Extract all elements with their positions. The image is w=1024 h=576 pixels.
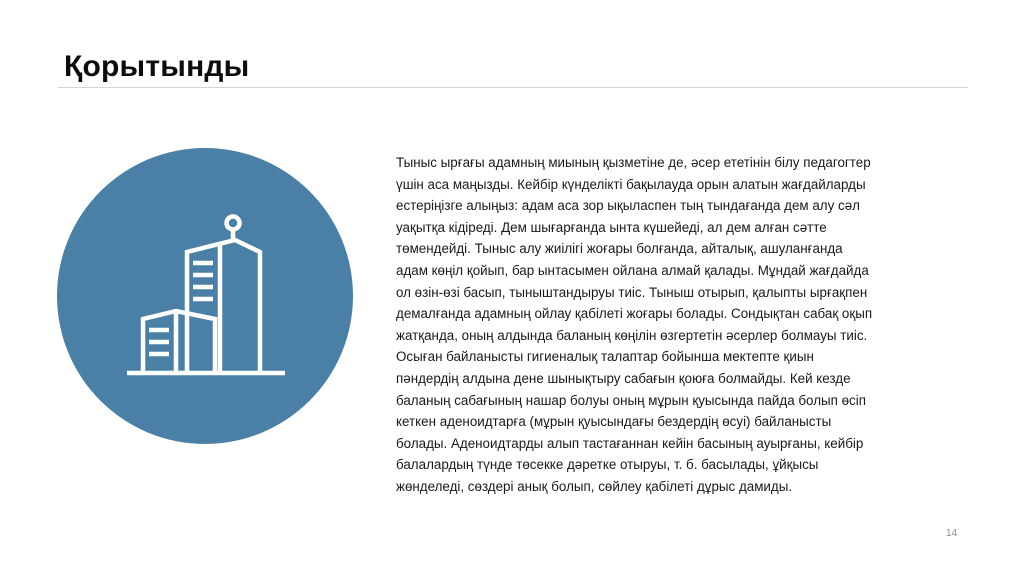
body-line: демалғанда адамның ойлау қабілеті жоғары болады. Сондықтан сабақ оқып: [396, 306, 873, 322]
body-line: үшін аса маңызды. Кейбір күнделікті бақылауда орын алатын жағдайларды: [396, 176, 866, 192]
body-paragraph: [396, 152, 956, 498]
body-line: кеткен аденоидтарға (мұрын қуысындағы бездердің өсуі) байланысты: [396, 414, 832, 430]
body-line: адам көңіл қойып, бар ынтасымен ойлана алмай қалады. Мұндай жағдайда: [396, 262, 869, 278]
illustration-circle: [57, 148, 353, 444]
body-line: болады. Аденоидтарды алып тастағаннан кейін басының ауырғаны, кейбір: [396, 435, 864, 451]
body-line: естеріңізге алыңыз: адам аса зор ықыласпен тың тындағанда дем алу сәл: [396, 198, 860, 214]
body-line: баланың сабағының нашар болуы оның мұрын қуысында пайда болып өсіп: [396, 392, 866, 408]
body-line: төмендейді. Тыныс алу жиілігі жоғары болғанда, айталық, ашуланғанда: [396, 241, 843, 257]
title-divider: [58, 87, 968, 88]
body-line: Тыныс ырғағы адамның миының қызметіне де, әсер ететінін білу педагогтер: [396, 155, 871, 170]
body-line: жөнделеді, сөздері анық болып, сөйлеу қабілеті дұрыс дамиды.: [396, 478, 793, 494]
body-line: жатқанда, оның алдында баланың көңілін өзгертетін әсерлер болмауы тиіс.: [396, 327, 868, 343]
body-line: ол өзін-өзі басып, тыныштандыруы тиіс. Тыныш отырып, қалыпты ырғақпен: [396, 284, 868, 300]
body-line: Осыған байланысты гигиеналық талаптар бойынша мектепте қиын: [396, 349, 814, 365]
slide-title: Қорытынды: [64, 50, 250, 83]
page-number: 14: [946, 528, 958, 539]
body-line: уақытқа кідіреді. Дем шығарғанда ынта күшейеді, ал дем алған сәтте: [396, 219, 827, 235]
body-line: балалардың түнде төсекке дәретке отыруы, т. б. басылады, ұйқысы: [396, 457, 819, 473]
body-line: пәндердің алдына дене шынықтыру сабағын қоюға болмайды. Кей кезде: [396, 370, 851, 386]
office-buildings-icon: [57, 148, 353, 444]
